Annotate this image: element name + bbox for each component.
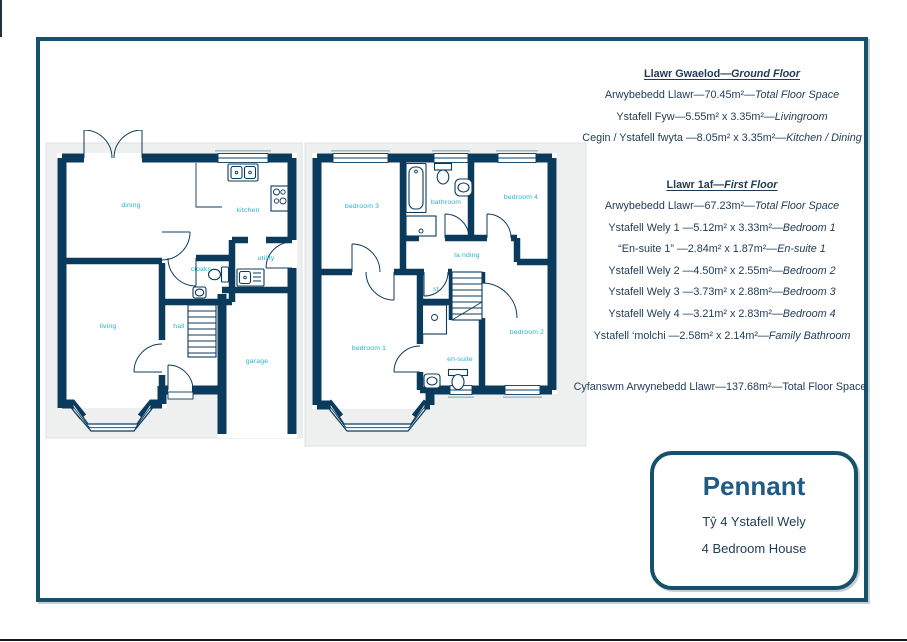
window-edge-artifact [0, 0, 2, 37]
room-label-storage: st [433, 286, 439, 293]
info-line: Ystafell Wely 2 —4.50m² x 2.55m²—Bedroom 2 [608, 264, 836, 277]
heading-welsh: Llawr Gwaelod— [644, 68, 732, 80]
room-label-bedroom-1: bedroom 1 [351, 345, 387, 352]
info-line: Ystafell Wely 4 —3.21m² x 2.83m²—Bedroom 4 [608, 307, 836, 320]
heading-english: First Floor [724, 179, 778, 191]
house-type-welsh: Tŷ 4 Ystafell Wely [702, 514, 806, 529]
first-floor-plan [312, 151, 557, 431]
ground-floor-plan [57, 130, 297, 438]
room-label-hall: hall [173, 323, 185, 330]
room-label-bathroom: bathroom [430, 199, 462, 206]
room-label-landing: la nding [454, 252, 480, 259]
room-label-bedroom-4: bedroom 4 [503, 194, 539, 201]
info-line: Arwybebedd Llawr—70.45m²—Total Floor Space [604, 89, 840, 101]
room-label-bedroom-2: bedroom 2 [509, 329, 545, 336]
room-label-dining: dining [121, 202, 141, 209]
bottom-edge-line [0, 639, 907, 641]
info-line: Ystafell ‘molchi —2.58m² x 2.14m²—Family Bathroom [593, 329, 851, 342]
info-line: Ystafell Wely 1 —5.12m² x 3.33m²—Bedroom 1 [608, 221, 836, 234]
info-line: Cegin / Ystafell fwyta —8.05m² x 3.35m²—Kitchen / Dining [582, 132, 862, 145]
room-label-utility: utility [257, 255, 275, 262]
room-label-kitchen: kitchen [236, 207, 260, 214]
room-label-living: living [99, 323, 117, 330]
info-line: Ystafell Wely 3 —3.73m² x 2.88m²—Bedroom 3 [608, 286, 836, 299]
room-label-bedroom-3: bedroom 3 [344, 203, 380, 210]
total-floor-space-line: Cyfanswm Arwynebedd Llawr—137.68m²—Total Floor Space [573, 381, 867, 393]
first-floor-heading [572, 174, 872, 196]
ground-floor-info [572, 63, 872, 150]
floor-plans [36, 130, 596, 472]
info-line: Ystafell Fyw—5.55m² x 3.35m²—Livingroom [616, 110, 828, 123]
info-line: Arwybebedd Llawr—67.23m²—Total Floor Space [604, 200, 840, 212]
house-type-name: Pennant [702, 471, 806, 501]
heading-english: Ground Floor [731, 68, 800, 80]
room-label-cloaks: cloaks [190, 266, 212, 273]
first-floor-info [572, 174, 872, 347]
house-type-plate [650, 451, 858, 590]
room-label-en-suite: en-suite [447, 356, 473, 363]
heading-welsh: Llawr 1af— [666, 179, 725, 191]
info-line: “En-suite 1” —2.84m² x 1.87m²—En-suite 1 [618, 243, 826, 256]
room-label-garage: garage [245, 358, 269, 365]
house-type-english: 4 Bedroom House [701, 541, 807, 556]
ground-floor-heading [572, 63, 872, 85]
